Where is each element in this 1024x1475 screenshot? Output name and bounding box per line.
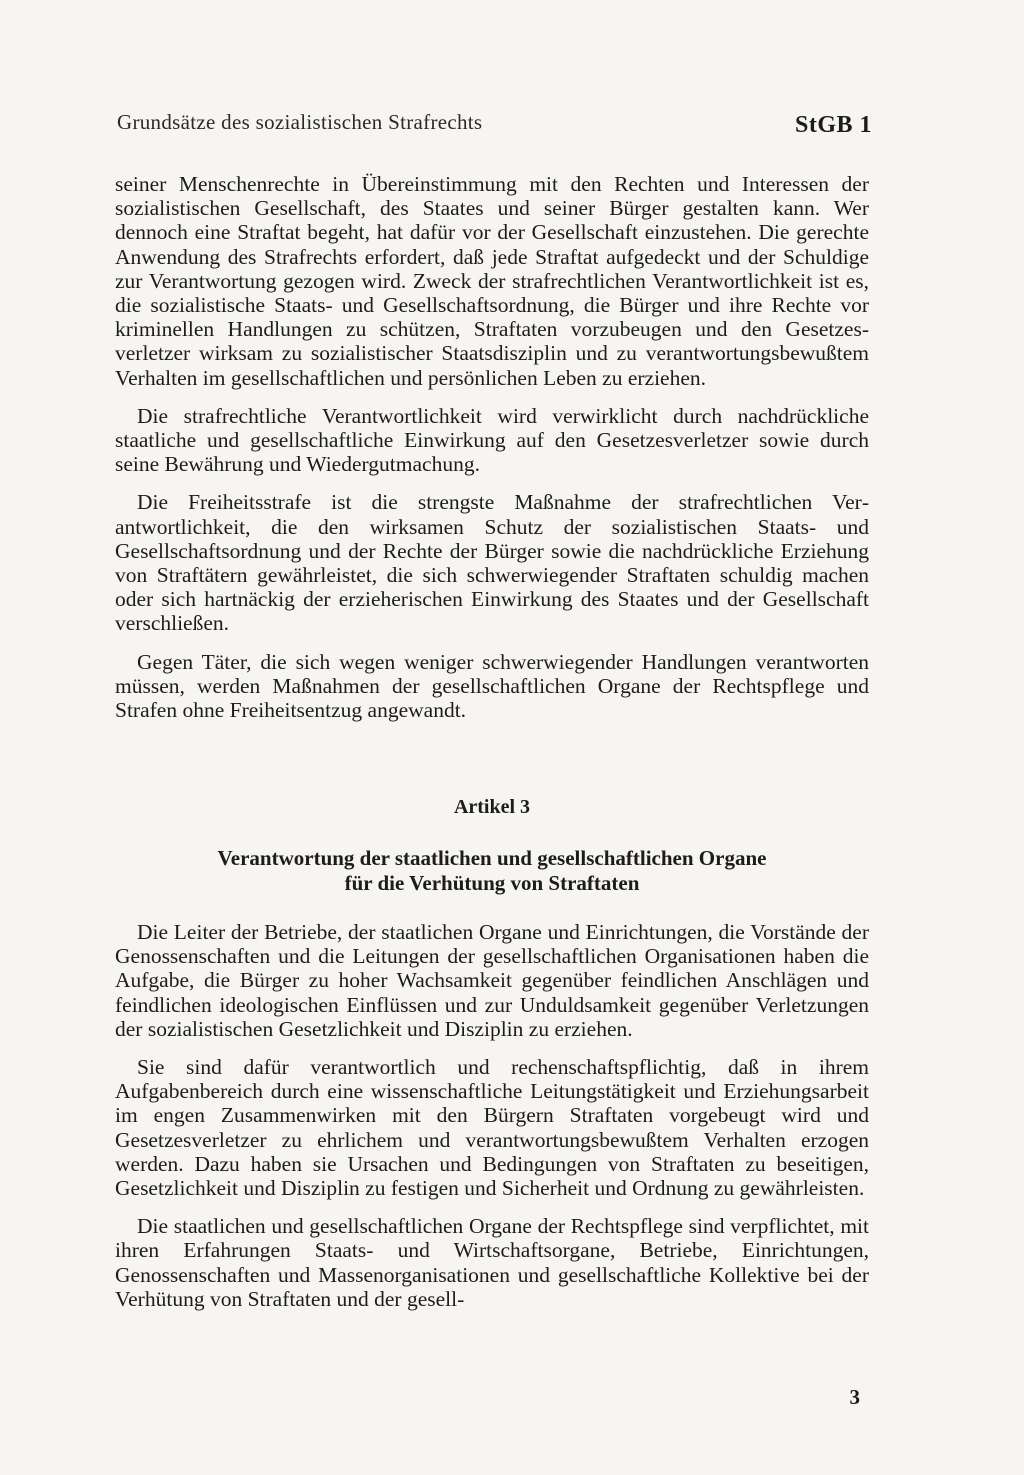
paragraph: Die strafrechtliche Verantwortlichkeit wird verwirklicht durch nachdrückliche staatliche und gesellschaftliche Einwirkung auf den Gesetzesverletzer sowie durch seine Bewährung und Wiedergutmachung. xyxy=(115,403,869,477)
article-2-continuation xyxy=(115,172,869,736)
paragraph: Die staatlichen und gesellschaftlichen Organe der Rechtspflege sind verpflichtet, mit ihren Erfahrungen Staats- und Wirtschaftsorgane, Betriebe, Einrichtungen, Genossenschaften und Massenorganisationen und gesellschaftliche Kollektive bei der Verhütung von Straftaten und der gesell- xyxy=(115,1214,869,1311)
paragraph: Sie sind dafür verantwortlich und rechenschaftspflichtig, daß in ihrem Aufgabenbereich durch eine wissenschaftliche Leitungstätigkeit und Erziehungsarbeit im engen Zusammenwirken mit den Bürgern Straftaten vorgebeugt wird und Gesetzesverletzer zu ehrlichem und verantwortungsbewußtem Verhalten erzogen werden. Dazu haben sie Ursachen und Bedingungen von Straftaten zu beseitigen, Gesetzlichkeit und Disziplin zu festigen und Sicherheit und Ordnung zu gewährleisten. xyxy=(115,1055,869,1201)
section-code: StGB 1 xyxy=(794,112,872,138)
page-number: 3 xyxy=(849,1385,860,1409)
running-header-title: Grundsätze des sozialistischen Strafrechts xyxy=(117,110,483,134)
article-title-line: für die Verhütung von Straftaten xyxy=(344,871,640,895)
paragraph: Die Freiheitsstrafe ist die strengste Maßnahme der strafrechtlichen Verantwortlichkeit, die den wirksamen Schutz der sozialistischen Staats- und Gesellschaftsordnung und der Rechte der Bürger sowie die nachdrückliche Erziehung von Straftätern gewährleistet, die sich schwerwiegender Straftaten schuldig machen oder sich hartnäckig der erzieherischen Einwirkung des Staates und der Gesellschaft verschließen. xyxy=(115,490,869,636)
paragraph: Gegen Täter, die sich wegen weniger schwerwiegender Handlungen verantworten müssen, werden Maßnahmen der gesellschaftlichen Organe der Rechtspflege und Strafen ohne Freiheitsentzug angewandt. xyxy=(115,649,869,723)
paragraph: seiner Menschenrechte in Übereinstimmung mit den Rechten und Interessen der sozialistischen Gesellschaft, des Staates und seiner Bürger gestalten kann. Wer dennoch eine Straftat begeht, hat dafür vor der Gesellschaft einzustehen. Die gerechte Anwendung des Strafrechts erfordert, daß jede Straftat aufgedeckt und der Schuldige zur Verantwortung gezogen wird. Zweck der strafrechtlichen Verantwortlichkeit ist es, die sozialistische Staats- und Gesellschaftsordnung, die Bürger und ihre Rechte vor kriminellen Handlungen zu schützen, Straftaten vorzubeugen und den Gesetzesverletzer wirksam zu sozialistischer Staatsdisziplin und zu verantwortungsbewußtem Verhalten im gesellschaftlichen und persönlichen Leben zu erziehen. xyxy=(115,172,869,390)
paragraph: Die Leiter der Betriebe, der staatlichen Organe und Einrichtungen, die Vorstände der Genossenschaften und die Leitungen der gesellschaftlichen Organisationen haben die Aufgabe, die Bürger zu hoher Wachsamkeit gegenüber feindlichen Anschlägen und feindlichen ideologischen Einflüssen und zur Unduldsamkeit gegenüber Verletzungen der sozialistischen Gesetzlichkeit und Disziplin zu erziehen. xyxy=(115,920,869,1041)
article-title xyxy=(115,846,869,896)
article-heading: Artikel 3 xyxy=(453,796,531,818)
article-title-line: Verantwortung der staatlichen und gesellschaftlichen Organe xyxy=(217,846,767,870)
article-3-body xyxy=(115,920,869,1325)
